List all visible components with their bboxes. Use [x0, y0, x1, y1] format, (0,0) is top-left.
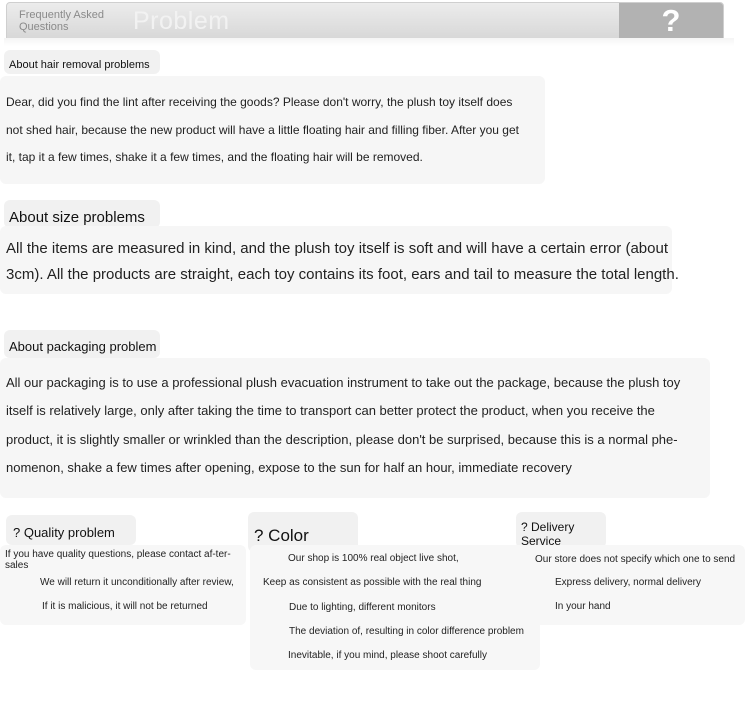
header-subtitle: Frequently Asked Questions [19, 9, 104, 33]
color-line-2: Keep as consistent as possible with the real thing [263, 577, 482, 588]
question-mark-glyph: ? [661, 3, 681, 38]
size-line-2: 3cm). All the products are straight, each toy contains its foot, ears and tail to measure the total length. [6, 266, 679, 283]
color-line-1: Our shop is 100% real object live shot, [288, 553, 459, 564]
delivery-heading: ? Delivery Service [521, 520, 575, 548]
packaging-line-2: itself is relatively large, only after taking the time to transport can better protect the product, when you receive the [6, 403, 655, 418]
decor-block [0, 226, 672, 294]
color-line-3: Due to lighting, different monitors [289, 602, 436, 613]
header-title: Problem [133, 7, 230, 35]
quality-line-3: If it is malicious, it will not be returned [42, 601, 208, 612]
delivery-line-2: Express delivery, normal delivery [555, 577, 701, 588]
quality-line-1: If you have quality questions, please contact af-ter-sales [5, 549, 231, 571]
quality-heading: ? Quality problem [13, 525, 115, 540]
color-line-5: Inevitable, if you mind, please shoot carefully [288, 650, 487, 661]
hair-line-1: Dear, did you find the lint after receiving the goods? Please don't worry, the plush toy itself does [6, 95, 513, 109]
hair-line-3: it, tap it a few times, shake it a few times, and the floating hair will be removed. [6, 150, 423, 164]
quality-line-2: We will return it unconditionally after review, [40, 577, 234, 588]
question-mark-icon [619, 3, 723, 38]
color-line-4: The deviation of, resulting in color difference problem [289, 626, 524, 637]
packaging-line-4: nomenon, shake a few times after opening, expose to the sun for half an hour, immediate recovery [6, 460, 572, 475]
size-line-1: All the items are measured in kind, and the plush toy itself is soft and will have a certain error (about [6, 240, 668, 257]
delivery-line-3: In your hand [555, 601, 611, 612]
packaging-line-1: All our packaging is to use a professional plush evacuation instrument to take out the package, because the plush toy [6, 375, 681, 390]
color-heading: ? Color [254, 526, 309, 545]
header-shadow [4, 38, 734, 46]
faq-header [6, 2, 724, 39]
packaging-line-3: product, it is slightly smaller or wrinkled than the description, please don't be surprised, because this is a normal phe- [6, 432, 678, 447]
hair-heading: About hair removal problems [9, 59, 150, 71]
packaging-heading: About packaging problem [9, 339, 157, 354]
delivery-line-1: Our store does not specify which one to send [535, 554, 736, 565]
hair-line-2: not shed hair, because the new product will have a little floating hair and filling fiber. After you get [6, 123, 519, 137]
size-heading: About size problems [9, 209, 145, 226]
